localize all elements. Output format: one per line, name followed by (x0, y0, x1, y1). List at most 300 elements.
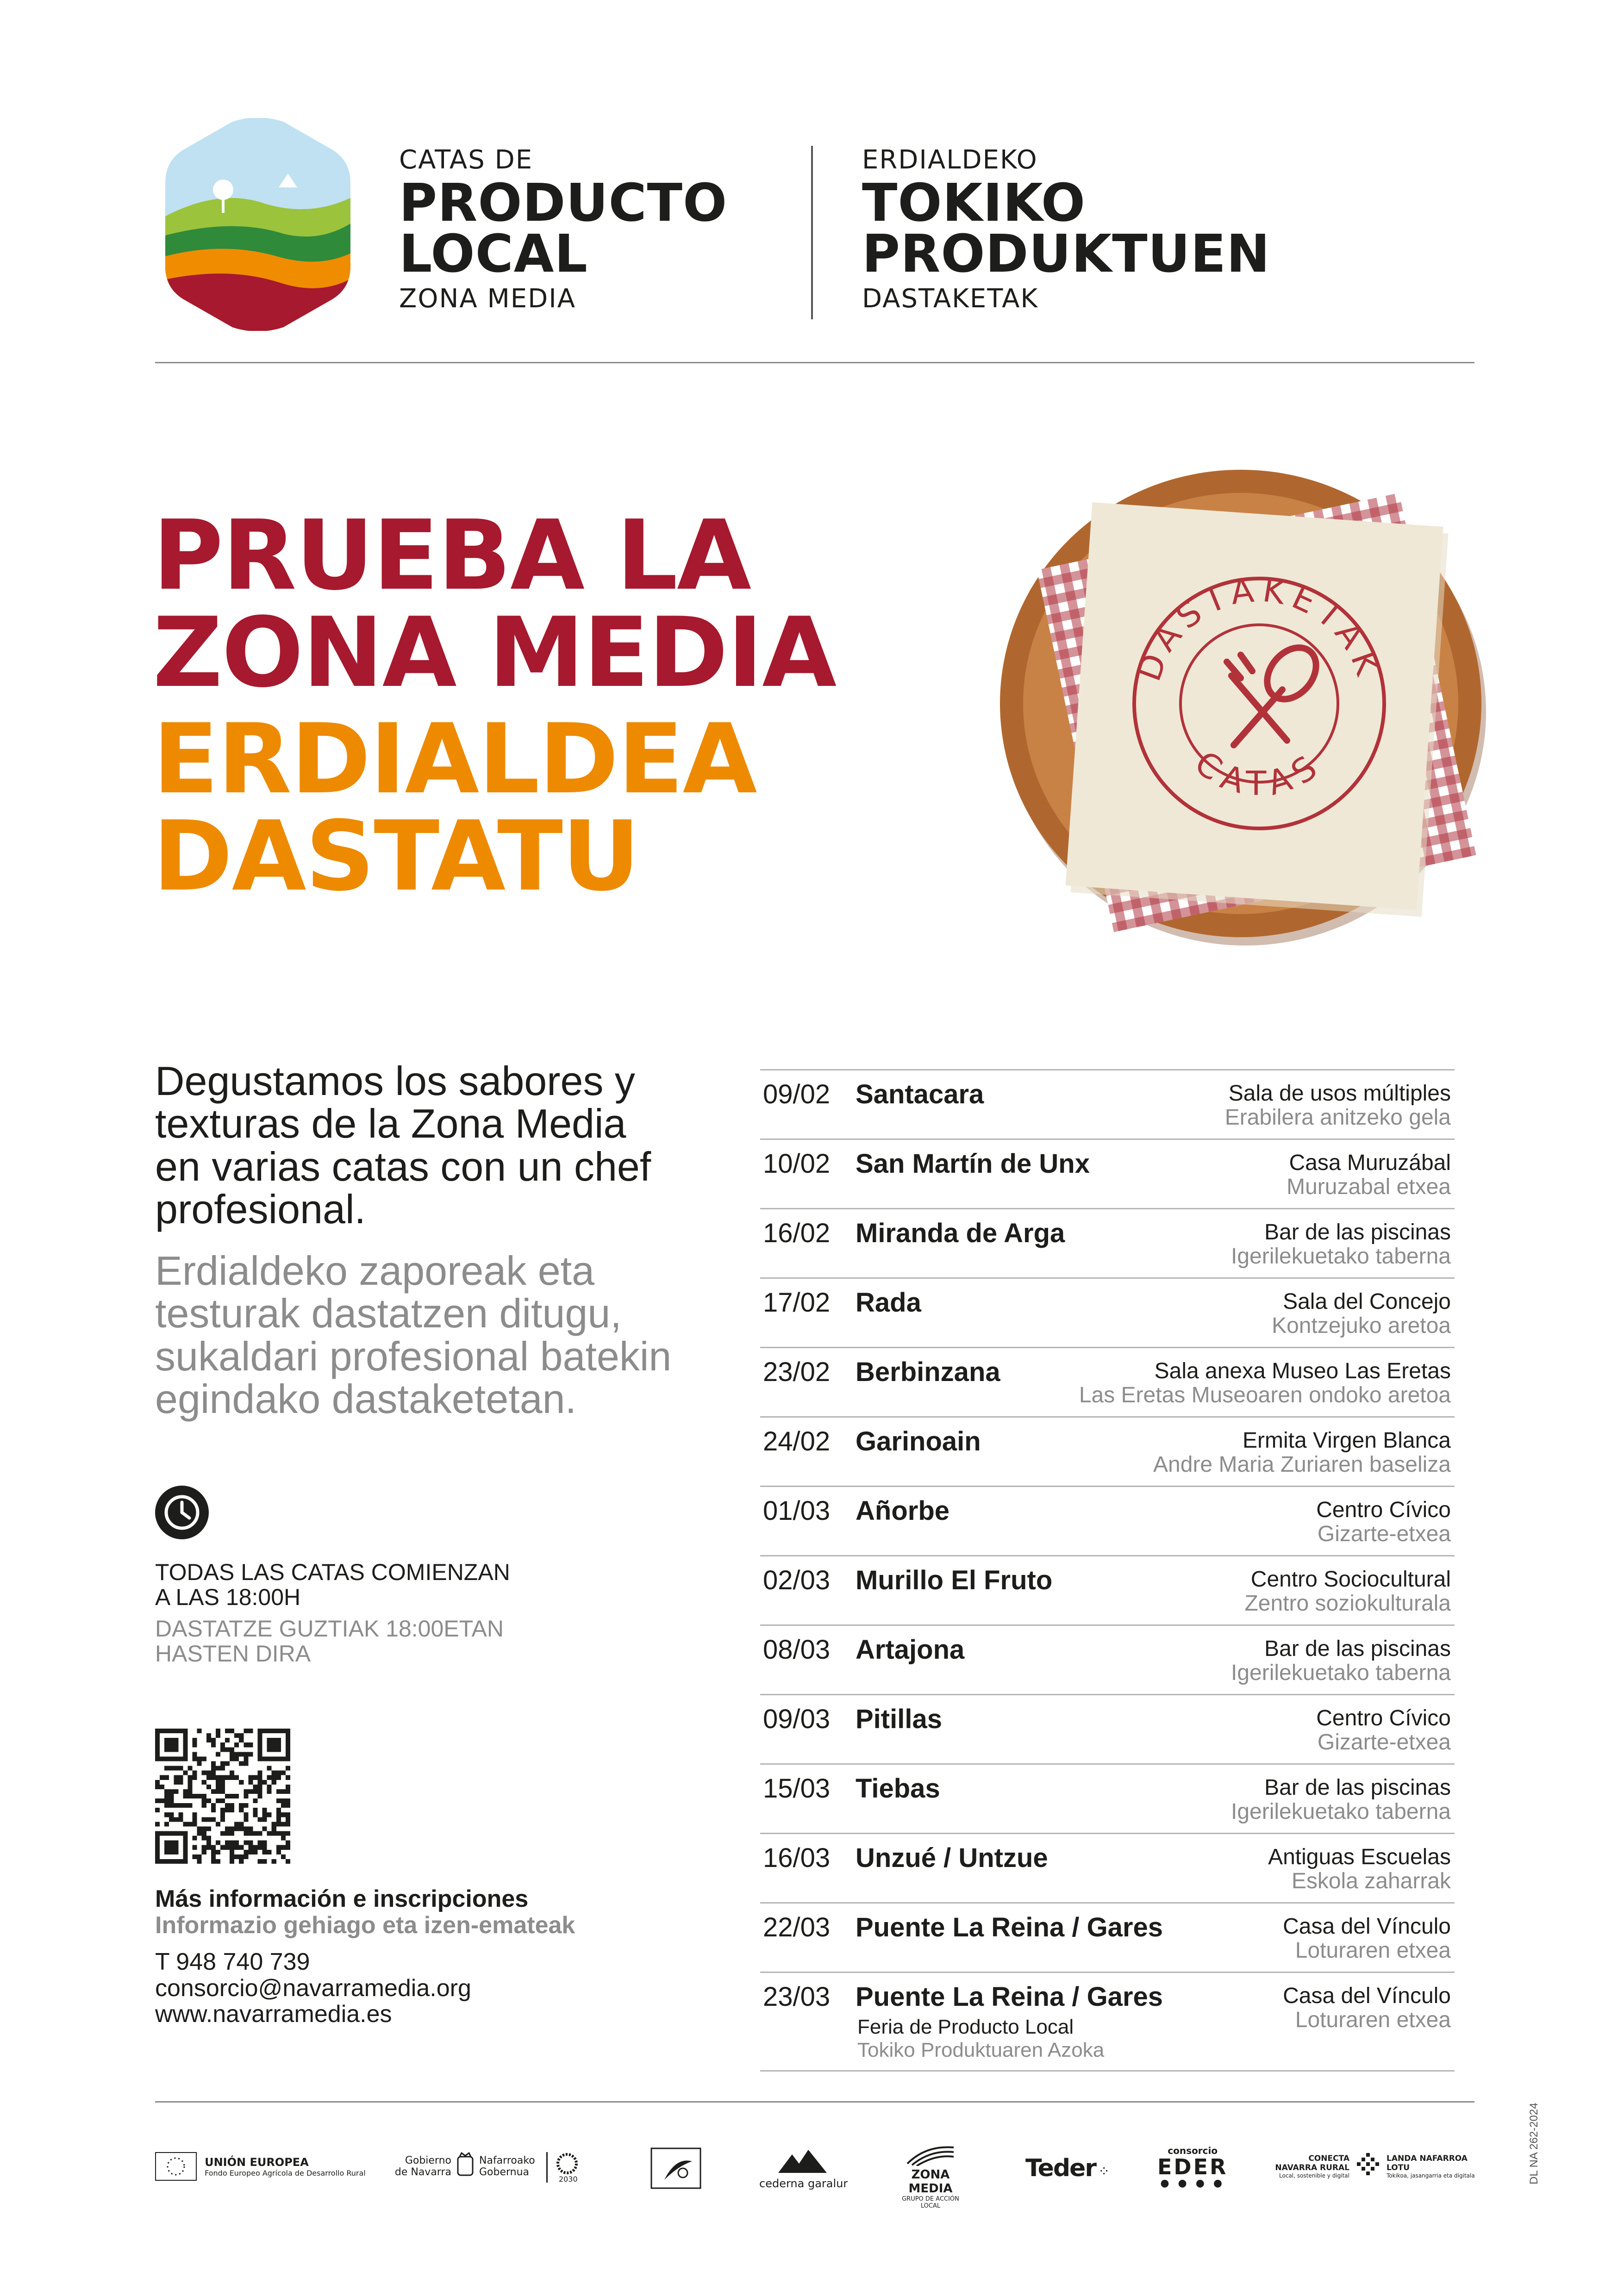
qr-module (276, 1742, 281, 1747)
qr-module (164, 1729, 169, 1733)
schedule-venue-es: Sala anexa Museo Las Eretas (1154, 1359, 1451, 1383)
qr-module (155, 1729, 160, 1733)
qr-module (244, 1841, 248, 1845)
qr-module (286, 1822, 290, 1826)
qr-module (234, 1845, 239, 1850)
qr-module (225, 1841, 230, 1845)
qr-module (276, 1850, 281, 1854)
conecta-title: CONECTA NAVARRA RURAL (1275, 2154, 1349, 2172)
qr-module (178, 1766, 183, 1771)
qr-module (286, 1738, 290, 1742)
qr-module (281, 1822, 286, 1826)
stamp-top-text: DASTAKETAK (1129, 570, 1390, 686)
qr-module (211, 1761, 216, 1766)
teder-logo (1025, 2154, 1110, 2182)
qr-module (183, 1850, 187, 1854)
qr-module (276, 1738, 281, 1742)
info-es-title: Más información e inscripciones (155, 1885, 529, 1912)
qr-module (206, 1738, 211, 1742)
zona-media-sublabel: GRUPO DE ACCIÓN LOCAL (902, 2196, 959, 2209)
schedule-venue-es: Ermita Virgen Blanca (1243, 1428, 1451, 1453)
qr-module (244, 1756, 248, 1761)
qr-module (178, 1831, 183, 1836)
qr-module (216, 1775, 220, 1780)
qr-module (220, 1761, 225, 1766)
qr-module (248, 1841, 253, 1845)
intro-es-line: texturas de la Zona Media (155, 1101, 626, 1147)
qr-module (272, 1822, 276, 1826)
schedule-venue-eu: Kontzejuko aretoa (1272, 1313, 1451, 1338)
qr-module (272, 1747, 276, 1752)
qr-module (225, 1729, 230, 1733)
qr-module (193, 1822, 197, 1826)
qr-module (174, 1742, 178, 1747)
qr-module (286, 1798, 290, 1803)
qr-module (267, 1747, 272, 1752)
intro-eu (155, 1250, 671, 1421)
qr-module (187, 1822, 192, 1826)
qr-module (267, 1775, 272, 1780)
qr-module (225, 1826, 230, 1831)
qr-module (202, 1845, 206, 1850)
schedule-date: 01/03 (763, 1496, 831, 1526)
zona-media-label: ZONA MEDIA (908, 2168, 953, 2196)
qr-module (276, 1845, 281, 1850)
schedule-table (760, 1069, 1455, 2072)
qr-module (286, 1817, 290, 1822)
zona-media-logo (891, 2143, 970, 2209)
qr-module (183, 1831, 187, 1836)
schedule-row (760, 1416, 1455, 1486)
qr-module (183, 1742, 187, 1747)
schedule-venue-es: Antiguas Escuelas (1268, 1845, 1451, 1869)
qr-module (155, 1841, 160, 1845)
qr-module (216, 1785, 220, 1789)
qr-module (248, 1850, 253, 1854)
qr-module (169, 1831, 174, 1836)
qr-module (267, 1831, 272, 1836)
schedule-venue-eu: Loturaren etxea (1295, 2008, 1451, 2032)
qr-module (193, 1756, 197, 1761)
conecta-sub: Local, sostenible y digital (1279, 2172, 1349, 2179)
qr-module (211, 1803, 216, 1808)
qr-module (202, 1756, 206, 1761)
qr-module (244, 1850, 248, 1854)
qr-module (211, 1850, 216, 1854)
schedule-venue-eu: Igerilekuetako taberna (1231, 1244, 1451, 1269)
schedule-date: 08/03 (763, 1635, 831, 1665)
qr-module (272, 1826, 276, 1831)
schedule-town: Miranda de Arga (856, 1218, 1065, 1248)
qr-module (220, 1812, 225, 1817)
qr-module (178, 1803, 183, 1808)
qr-module (211, 1817, 216, 1822)
qr-module (174, 1747, 178, 1752)
more-info (155, 1886, 575, 2027)
header-eu-line4: DASTAKETAK (862, 284, 1039, 314)
qr-module (220, 1742, 225, 1747)
qr-module (197, 1859, 202, 1864)
schedule-date: 17/02 (763, 1288, 831, 1318)
qr-module (258, 1817, 262, 1822)
qr-module (155, 1831, 160, 1836)
agenda-2030-icon (556, 2152, 579, 2175)
qr-module (225, 1808, 230, 1812)
zona-media-waves-icon (903, 2143, 958, 2166)
time-es-line: A LAS 18:00H (155, 1584, 301, 1610)
qr-module (202, 1771, 206, 1775)
schedule-venue-es: Sala del Concejo (1283, 1289, 1451, 1314)
qr-module (286, 1729, 290, 1733)
qr-module (267, 1789, 272, 1794)
qr-module (258, 1780, 262, 1785)
qr-module (248, 1775, 253, 1780)
qr-module (234, 1841, 239, 1845)
qr-module (220, 1845, 225, 1850)
qr-module (183, 1794, 187, 1798)
qr-module (230, 1803, 234, 1808)
qr-module (244, 1817, 248, 1822)
qr-module (216, 1798, 220, 1803)
qr-module (286, 1752, 290, 1756)
qr-module (286, 1831, 290, 1836)
qr-module (258, 1775, 262, 1780)
qr-module (187, 1785, 192, 1789)
qr-module (164, 1822, 169, 1826)
qr-module (220, 1785, 225, 1789)
qr-module (234, 1854, 239, 1859)
qr-module (262, 1826, 267, 1831)
qr-module (272, 1729, 276, 1733)
qr-module (220, 1808, 225, 1812)
qr-module (174, 1817, 178, 1822)
qr-module (272, 1831, 276, 1836)
qr-module (267, 1756, 272, 1761)
qr-module (225, 1845, 230, 1850)
qr-module (267, 1766, 272, 1771)
qr-module (258, 1785, 262, 1789)
qr-module (253, 1789, 257, 1794)
qr-module (281, 1803, 286, 1808)
eu-flag-icon (155, 2152, 197, 2181)
qr-module (258, 1738, 262, 1742)
qr-module (230, 1771, 234, 1775)
qr-module (187, 1803, 192, 1808)
qr-module (234, 1826, 239, 1831)
qr-module (174, 1850, 178, 1854)
qr-module (262, 1817, 267, 1822)
qr-module (239, 1738, 244, 1742)
qr-module (183, 1771, 187, 1775)
qr-module (230, 1845, 234, 1850)
qr-module (230, 1808, 234, 1812)
gov-es-line: Gobierno (405, 2155, 451, 2166)
qr-module (164, 1841, 169, 1845)
qr-module (230, 1794, 234, 1798)
schedule-row (760, 1624, 1455, 1694)
qr-module (216, 1780, 220, 1785)
qr-module (155, 1785, 160, 1789)
qr-module (193, 1845, 197, 1850)
conecta-landa-logo (1271, 2152, 1484, 2189)
qr-module (225, 1738, 230, 1742)
qr-module (272, 1771, 276, 1775)
qr-module (197, 1761, 202, 1766)
schedule-venue-eu: Andre Maria Zuriaren baseliza (1153, 1452, 1451, 1477)
qr-module (234, 1794, 239, 1798)
qr-module (187, 1794, 192, 1798)
qr-module (220, 1817, 225, 1822)
qr-module (286, 1845, 290, 1850)
qr-module (286, 1841, 290, 1845)
eder-icons: ● ● ● ● (1160, 2178, 1225, 2189)
qr-module (164, 1775, 169, 1780)
qr-module (220, 1780, 225, 1785)
qr-module (178, 1812, 183, 1817)
qr-module (202, 1836, 206, 1841)
qr-module (286, 1742, 290, 1747)
qr-module (206, 1841, 211, 1845)
qr-module (244, 1752, 248, 1756)
qr-module (211, 1766, 216, 1771)
qr-module (258, 1729, 262, 1733)
cederna-label: cederna garalur (759, 2177, 848, 2190)
eu-union-logo (155, 2152, 366, 2181)
schedule-row (760, 1694, 1455, 1763)
qr-module (197, 1729, 202, 1733)
qr-module (178, 1859, 183, 1864)
qr-module (178, 1817, 183, 1822)
qr-module (258, 1859, 262, 1864)
schedule-town: Puente La Reina / Gares (856, 1912, 1163, 1942)
schedule-date: 02/03 (763, 1565, 831, 1595)
header-es-line4: ZONA MEDIA (399, 284, 576, 314)
qr-module (253, 1812, 257, 1817)
qr-module (160, 1729, 164, 1733)
qr-module (169, 1850, 174, 1854)
intro-es-line: Degustamos los sabores y (155, 1058, 635, 1104)
schedule-venue-eu: Erabilera anitzeko gela (1224, 1105, 1451, 1130)
intro-es-line: profesional. (155, 1186, 366, 1232)
qr-module (258, 1747, 262, 1752)
qr-module (197, 1831, 202, 1836)
time-eu-line: DASTATZE GUZTIAK 18:00ETAN (155, 1616, 504, 1642)
gov-eu-line: Nafarroako (479, 2155, 535, 2166)
schedule-row (760, 1902, 1455, 1972)
qr-module (169, 1798, 174, 1803)
schedule-town: Unzué / Untzue (856, 1843, 1048, 1873)
qr-module (230, 1831, 234, 1836)
qr-module (155, 1822, 160, 1826)
qr-module (206, 1817, 211, 1822)
qr-module (169, 1756, 174, 1761)
qr-module (193, 1817, 197, 1822)
qr-module (239, 1826, 244, 1831)
header-eu-line2: TOKIKO (862, 173, 1086, 233)
headline-es-line2: ZONA MEDIA (153, 597, 836, 709)
qr-module (164, 1794, 169, 1798)
qr-module (225, 1831, 230, 1836)
qr-module (253, 1775, 257, 1780)
qr-module (160, 1756, 164, 1761)
schedule-date: 23/02 (763, 1357, 831, 1387)
qr-module (202, 1780, 206, 1785)
qr-module (202, 1794, 206, 1798)
schedule-town: Rada (856, 1288, 921, 1318)
schedule-venue-es: Bar de las piscinas (1264, 1220, 1451, 1244)
qr-module (155, 1747, 160, 1752)
qr-module (267, 1738, 272, 1742)
schedule-row (760, 1139, 1455, 1208)
qr-module (211, 1742, 216, 1747)
info-phone[interactable]: T 948 740 739 (155, 1948, 310, 1976)
qr-module (193, 1771, 197, 1775)
qr-module (169, 1859, 174, 1864)
qr-module (262, 1729, 267, 1733)
qr-module (169, 1841, 174, 1845)
qr-module (239, 1822, 244, 1826)
qr-module (258, 1841, 262, 1845)
qr-module (178, 1729, 183, 1733)
schedule-venue-es: Centro Cívico (1316, 1706, 1451, 1730)
qr-module (244, 1803, 248, 1808)
qr-module (155, 1836, 160, 1841)
qr-module (244, 1789, 248, 1794)
header-eu-line3: PRODUKTUEN (862, 224, 1270, 284)
qr-module (253, 1798, 257, 1803)
schedule-row (760, 1208, 1455, 1277)
qr-module (239, 1854, 244, 1859)
qr-module (276, 1789, 281, 1794)
qr-module (211, 1775, 216, 1780)
schedule-town: Pitillas (856, 1704, 942, 1734)
qr-module (281, 1798, 286, 1803)
header-logo (163, 118, 353, 331)
qr-module (202, 1803, 206, 1808)
qr-module (164, 1850, 169, 1854)
qr-module (276, 1817, 281, 1822)
schedule-town: San Martín de Unx (856, 1149, 1090, 1179)
intro-eu-line: Erdialdeko zaporeak eta (155, 1248, 595, 1294)
qr-module (211, 1845, 216, 1850)
qr-module (160, 1775, 164, 1780)
qr-module (174, 1775, 178, 1780)
qr-module (234, 1742, 239, 1747)
qr-module (183, 1738, 187, 1742)
info-email-link[interactable]: consorcio@navarramedia.org (155, 1974, 471, 2002)
qr-module (230, 1850, 234, 1854)
qr-module (169, 1789, 174, 1794)
qr-module (174, 1738, 178, 1742)
eu-union-title: UNIÓN EUROPEA (205, 2155, 309, 2169)
qr-module (244, 1761, 248, 1766)
cederna-mountains-icon (774, 2147, 834, 2175)
qr-module (230, 1775, 234, 1780)
qr-module (183, 1854, 187, 1859)
schedule-row (760, 1277, 1455, 1347)
qr-module (155, 1742, 160, 1747)
qr-module (225, 1747, 230, 1752)
qr-module (276, 1831, 281, 1836)
qr-module (174, 1766, 178, 1771)
qr-module (258, 1794, 262, 1798)
qr-module (155, 1780, 160, 1785)
qr-module (164, 1798, 169, 1803)
clock-icon (154, 1485, 210, 1540)
qr-module (216, 1733, 220, 1738)
qr-module (276, 1756, 281, 1761)
qr-module (193, 1794, 197, 1798)
qr-module (262, 1850, 267, 1854)
schedule-venue-eu: Las Eretas Museoaren ondoko aretoa (1079, 1383, 1451, 1407)
qr-module (193, 1854, 197, 1859)
qr-module (248, 1826, 253, 1831)
schedule-extra-eu: Tokiko Produktuaren Azoka (857, 2039, 1105, 2061)
qr-module (206, 1775, 211, 1780)
qr-module (230, 1854, 234, 1859)
qr-module (262, 1780, 267, 1785)
qr-module (164, 1859, 169, 1864)
schedule-town: Puente La Reina / Gares (856, 1982, 1163, 2012)
qr-module (174, 1803, 178, 1808)
qr-module (160, 1859, 164, 1864)
qr-module (155, 1798, 160, 1803)
qr-module (267, 1785, 272, 1789)
qr-module (169, 1812, 174, 1817)
qr-module (155, 1850, 160, 1854)
schedule-row (760, 1763, 1455, 1833)
qr-module (155, 1845, 160, 1850)
qr-module (248, 1729, 253, 1733)
qr-module (202, 1850, 206, 1854)
zona-media-hexagon-icon (163, 118, 353, 331)
qr-module (169, 1738, 174, 1742)
header-es-line2: PRODUCTO (399, 173, 728, 233)
qr-module (286, 1756, 290, 1761)
schedule-town: Garinoain (856, 1426, 981, 1456)
qr-module (216, 1850, 220, 1854)
qr-module (262, 1756, 267, 1761)
qr-module (258, 1733, 262, 1738)
info-web-link[interactable]: www.navarramedia.es (155, 2000, 392, 2028)
schedule-venue-es: Casa del Vínculo (1283, 1984, 1451, 2008)
qr-module (276, 1812, 281, 1817)
qr-module (281, 1854, 286, 1859)
qr-module (187, 1766, 192, 1771)
qr-module (230, 1729, 234, 1733)
qr-module (155, 1859, 160, 1864)
qr-module (193, 1742, 197, 1747)
qr-module (183, 1729, 187, 1733)
qr-module (155, 1738, 160, 1742)
qr-module (193, 1738, 197, 1742)
qr-module (220, 1798, 225, 1803)
qr-module (174, 1859, 178, 1864)
qr-module (267, 1812, 272, 1817)
qr-module (216, 1766, 220, 1771)
qr-module (164, 1738, 169, 1742)
qr-module (225, 1794, 230, 1798)
headline-eu-line1: ERDIALDEA (153, 703, 756, 815)
qr-code[interactable] (155, 1729, 290, 1864)
qr-module (286, 1859, 290, 1864)
qr-module (272, 1780, 276, 1785)
qr-module (248, 1845, 253, 1850)
schedule-row (760, 1486, 1455, 1555)
qr-module (281, 1756, 286, 1761)
qr-module (272, 1738, 276, 1742)
qr-module (183, 1836, 187, 1841)
